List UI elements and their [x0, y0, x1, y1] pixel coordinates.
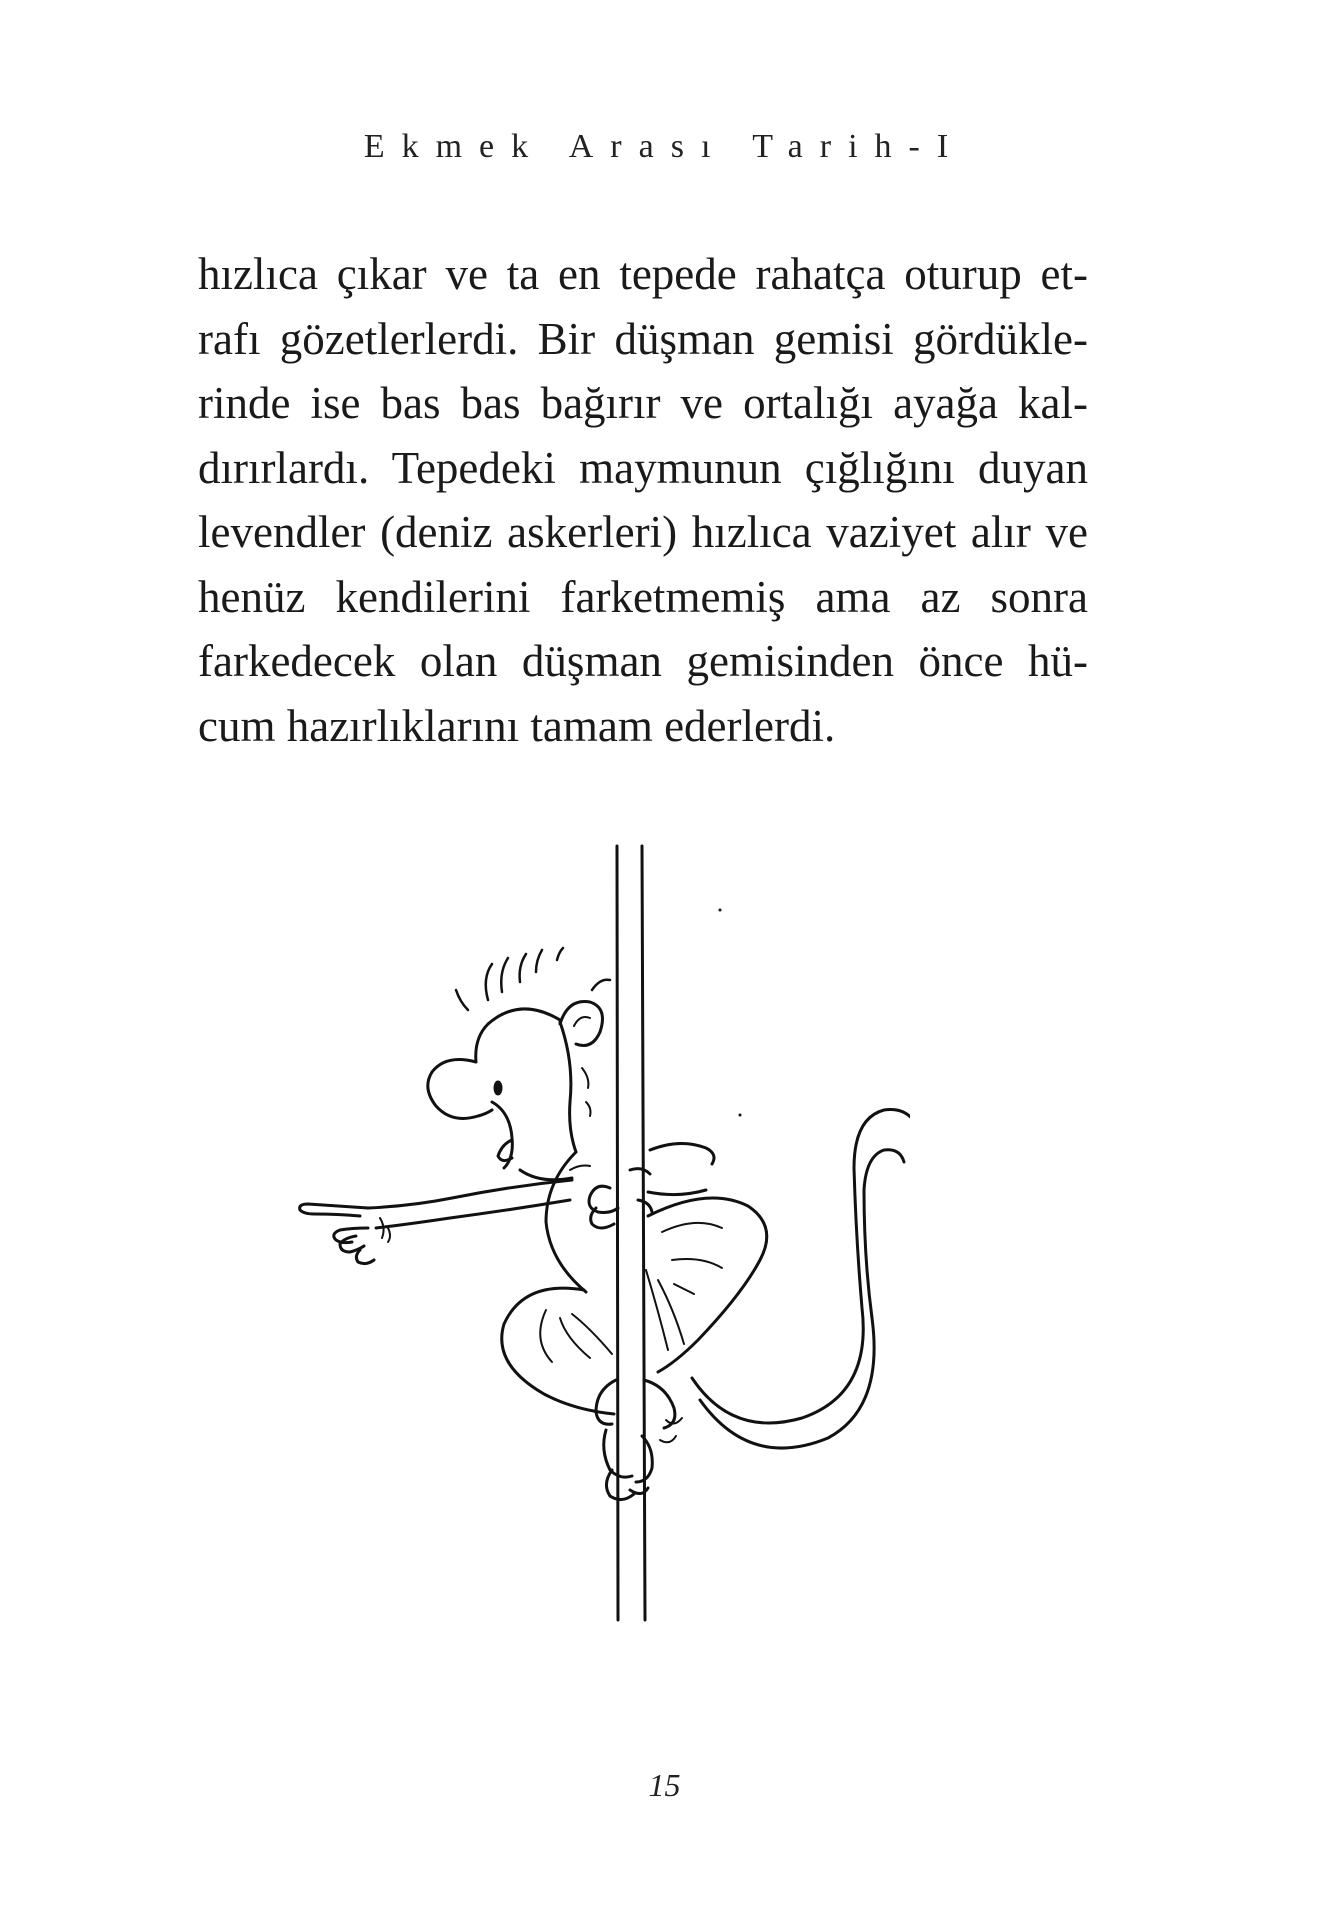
page-number: 15: [648, 1767, 681, 1803]
monkey-pointing-arm: [300, 1180, 572, 1264]
paragraph-line: rinde ise bas bas bağırır ve ortalığı ayağa kal-: [198, 378, 1088, 428]
paragraph-line: henüz kendilerini farketmemiş ama az sonra: [198, 571, 1088, 622]
body-paragraph: [198, 242, 1088, 758]
mast-pole: [617, 846, 645, 1620]
paragraph-line: levendler (deniz askerleri) hızlıca vaziyet alır ve: [198, 507, 1088, 557]
paragraph-line: cum hazırlıklarını tamam ederlerdi.: [198, 700, 836, 751]
paragraph-line: rafı gözetlerlerdi. Bir düşman gemisi gördükle-: [198, 313, 1088, 364]
paragraph-line: hızlıca çıkar ve ta en tepede rahatça oturup et-: [198, 249, 1088, 299]
monkey-on-mast-icon: [270, 840, 910, 1630]
paragraph-line: dırırlardı. Tepedeki maymunun çığlığını duyan: [198, 442, 1088, 493]
running-head: Ekmek Arası Tarih-I: [363, 128, 966, 165]
monkey-legs: [502, 1198, 767, 1414]
monkey-tail: [692, 1109, 910, 1448]
paragraph-line: farkedecek olan düşman gemisinden önce hü-: [198, 636, 1088, 686]
monkey-feet: [596, 1380, 682, 1500]
